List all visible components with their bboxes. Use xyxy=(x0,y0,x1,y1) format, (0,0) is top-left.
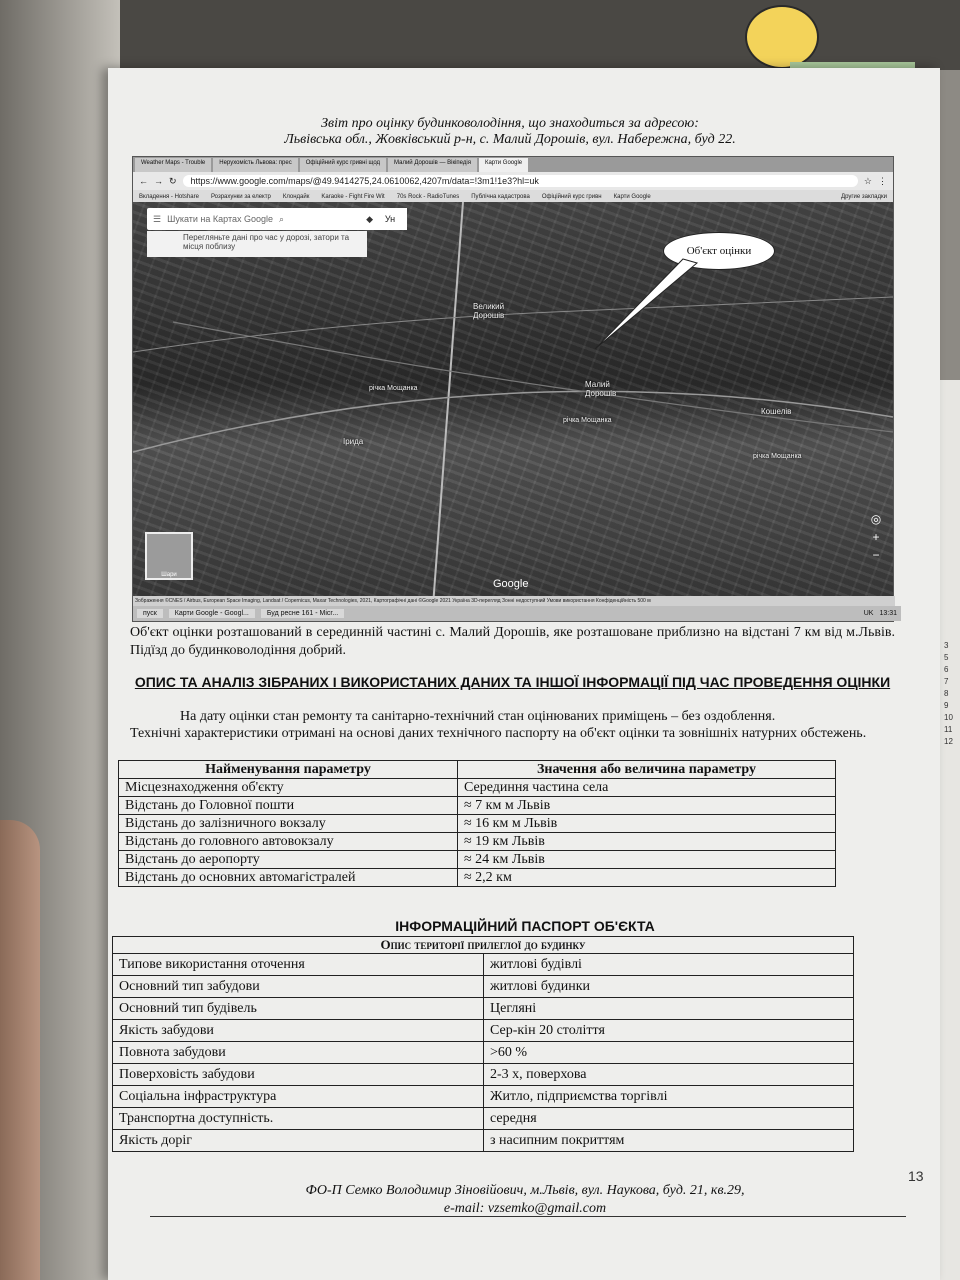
map-attribution: Зображення ©CNES / Airbus, European Space Imaging, Landsat / Copernicus, Maxar Technologies, 2021, Картографічні дані ©Google 2021 Україна 3D-перегляд Зонні недоступний Умови використання Конфіденційність 500 м xyxy=(133,596,895,606)
map-caption: Об'єкт оцінки розташований в серединній частині с. Малий Дорошів, яке розташоване приблизно на відстані 7 км від м.Львів. Підїзд до будинковолодіння добрий. xyxy=(130,625,895,658)
taskbar-item[interactable]: Буд ресне 161 - Micr... xyxy=(261,609,344,618)
side-number: 11 xyxy=(944,725,953,734)
param-value: Серединня частина села xyxy=(458,779,836,797)
map-search-box[interactable] xyxy=(147,208,379,230)
side-number: 7 xyxy=(944,677,949,686)
table-row xyxy=(113,976,854,998)
header-line-1: Звіт про оцінку будинковолодіння, що знаходиться за адресою: xyxy=(321,116,699,131)
map-search-input[interactable]: Шукати на Картах Google xyxy=(167,214,273,224)
menu-icon[interactable]: ⋮ xyxy=(878,175,887,186)
bookmark-item[interactable]: Офіційний курс гривн xyxy=(541,193,602,200)
browser-tab[interactable]: Weather Maps - Trouble xyxy=(135,158,211,172)
header-line-2: Львівська обл., Жовківський р-н, с. Малий Дорошів, вул. Набережна, буд 22. xyxy=(284,132,736,147)
hamburger-icon[interactable]: ☰ xyxy=(153,213,162,224)
taskbar-item[interactable]: Карти Google - Googl... xyxy=(169,609,255,618)
param-name: Відстань до основних автомагістралей xyxy=(119,869,458,887)
map-features xyxy=(133,202,893,606)
report-header xyxy=(150,116,870,148)
map-screenshot xyxy=(132,156,897,622)
browser-tabs xyxy=(133,157,893,172)
param-name: Відстань до аеропорту xyxy=(119,851,458,869)
map-road xyxy=(133,391,893,452)
table-row xyxy=(113,1064,854,1086)
param-name: Відстань до Головної пошти xyxy=(119,797,458,815)
map-label-kosheliv: Кошелів xyxy=(761,407,792,416)
section-paragraph xyxy=(130,708,895,742)
reload-icon[interactable]: ↻ xyxy=(169,175,177,186)
bookmark-item[interactable]: Публічна кадастрова xyxy=(471,193,530,200)
url-field[interactable]: https://www.google.com/maps/@49.9414275,24.0610062,4207m/data=!3m1!1e3?hl=uk xyxy=(183,175,858,187)
star-icon[interactable]: ☆ xyxy=(863,175,872,186)
page-number: 13 xyxy=(908,1168,924,1184)
param-name: Місцезнаходження об'єкту xyxy=(119,779,458,797)
section-heading: ОПИС ТА АНАЛІЗ ЗІБРАНИХ І ВИКОРИСТАНИХ ДАНИХ ТА ІНШОЇ ІНФОРМАЦІЇ ПІД ЧАС ПРОВЕДЕННЯ ОЦІНКИ xyxy=(134,674,891,690)
zoom-in-icon[interactable]: + xyxy=(872,530,880,544)
desk-background-top xyxy=(120,0,960,70)
map-label-river: річка Мощанка xyxy=(369,385,418,392)
table-row xyxy=(113,954,854,976)
bookmark-item[interactable]: Karaoke - Fight Fire Wit xyxy=(321,193,385,200)
column-header: Значення або величина параметру xyxy=(458,761,836,779)
map-label-river: річка Мощанка xyxy=(753,453,802,460)
param-name: Поверховість забудови xyxy=(113,1064,484,1086)
map-label-malyi-doroshiv: Малий Дорошів xyxy=(585,380,617,398)
browser-tab[interactable]: Офіційний курс гривні щод xyxy=(300,158,386,172)
table-row xyxy=(119,815,836,833)
adjacent-paper-numbers xyxy=(944,640,960,748)
table-row xyxy=(119,779,836,797)
param-value: 2-3 х, поверхова xyxy=(484,1064,854,1086)
browser-tab[interactable]: Малий Дорошів — Вікіпедія xyxy=(388,158,477,172)
bookmark-item[interactable]: Розрахунки за електр xyxy=(210,193,271,200)
param-value: Цегляні xyxy=(484,998,854,1020)
bookmark-item[interactable]: Клондайк xyxy=(282,193,310,200)
param-name: Основний тип забудови xyxy=(113,976,484,998)
satellite-map[interactable] xyxy=(133,202,893,606)
bookmark-item[interactable]: Другие закладки xyxy=(841,193,887,200)
table-row xyxy=(113,1042,854,1064)
param-name: Якість забудови xyxy=(113,1020,484,1042)
param-value: ≈ 16 км м Львів xyxy=(458,815,836,833)
location-icon[interactable]: ◎ xyxy=(870,512,882,526)
map-label-village: Ірида xyxy=(343,437,364,446)
bookmark-item[interactable]: Вкладення - Hotshare xyxy=(139,193,199,200)
location-parameters-table xyxy=(118,760,836,887)
callout-pointer xyxy=(593,257,713,357)
table-row xyxy=(113,1108,854,1130)
language-indicator[interactable]: UK xyxy=(863,610,874,617)
directions-icon[interactable]: ◆ xyxy=(366,213,373,224)
table-header-row xyxy=(119,761,836,779)
map-label-velykyi-doroshiv: Великий Дорошів xyxy=(473,302,505,320)
footer-author: ФО-П Семко Володимир Зіновійович, м.Львів, вул. Наукова, буд. 21, кв.29, xyxy=(305,1183,745,1198)
param-value: ≈ 2,2 км xyxy=(458,869,836,887)
cartoon-sticker xyxy=(745,5,819,69)
param-value: з насипним покриттям xyxy=(484,1130,854,1152)
map-label-river: річка Мощанка xyxy=(563,417,612,424)
search-icon[interactable]: ⌕ xyxy=(279,213,285,224)
column-header: Найменування параметру xyxy=(119,761,458,779)
zoom-controls xyxy=(867,512,885,572)
side-number: 6 xyxy=(944,665,949,674)
account-chip[interactable]: Ун xyxy=(373,208,407,230)
side-number: 12 xyxy=(944,737,953,746)
table-row xyxy=(119,797,836,815)
side-number: 5 xyxy=(944,653,949,662)
address-bar xyxy=(133,172,893,190)
bookmark-item[interactable]: 70s Rock - RadioTunes xyxy=(396,193,460,200)
side-number: 8 xyxy=(944,689,949,698)
back-icon[interactable]: ← xyxy=(139,176,148,186)
param-value: ≈ 24 км Львів xyxy=(458,851,836,869)
param-value: Житло, підприємства торгівлі xyxy=(484,1086,854,1108)
browser-tab-active[interactable]: Карти Google xyxy=(479,158,528,172)
holding-thumb xyxy=(0,820,40,1280)
param-value: житлові будинки xyxy=(484,976,854,998)
param-value: житлові будівлі xyxy=(484,954,854,976)
footer-rule xyxy=(150,1216,906,1217)
passport-title: ІНФОРМАЦІЙНИЙ ПАСПОРТ ОБ'ЄКТА xyxy=(395,918,655,934)
layers-button[interactable]: Шари xyxy=(145,532,193,580)
side-number: 3 xyxy=(944,641,949,650)
os-taskbar xyxy=(133,606,901,621)
param-value: Сер-кін 20 століття xyxy=(484,1020,854,1042)
table-subheader-row xyxy=(113,937,854,954)
table-row xyxy=(119,851,836,869)
table-row xyxy=(113,998,854,1020)
paragraph-technical-source: Технічні характеристики отримані на основі даних технічного паспорту на об'єкт оцінки та зовнішніх натурних обстежень. xyxy=(130,726,867,741)
param-name: Соціальна інфраструктура xyxy=(113,1086,484,1108)
table-row xyxy=(113,1020,854,1042)
bookmark-item[interactable]: Карти Google xyxy=(613,193,651,200)
map-road xyxy=(133,297,893,352)
report-footer xyxy=(130,1182,920,1218)
param-name: Транспортна доступність. xyxy=(113,1108,484,1130)
param-name: Повнота забудови xyxy=(113,1042,484,1064)
param-name: Відстань до головного автовокзалу xyxy=(119,833,458,851)
side-number: 10 xyxy=(944,713,953,722)
footer-email: e-mail: vzsemko@gmail.com xyxy=(443,1201,607,1216)
param-name: Типове використання оточення xyxy=(113,954,484,976)
zoom-out-icon[interactable]: − xyxy=(872,548,880,562)
taskbar-clock: 13:31 xyxy=(879,610,897,617)
travel-time-hint[interactable]: Перегляньте дані про час у дорозі, затори та місця поблизу xyxy=(147,231,367,257)
param-name: Основний тип будівель xyxy=(113,998,484,1020)
google-logo: Google xyxy=(493,578,529,590)
table-row xyxy=(113,1130,854,1152)
forward-icon[interactable]: → xyxy=(154,176,163,186)
table-subheader: Опис території прилеглої до будинку xyxy=(113,937,854,954)
object-callout: Об'єкт оцінки xyxy=(663,232,775,270)
browser-tab[interactable]: Нерухомість Львова: прес xyxy=(213,158,297,172)
param-name: Якість доріг xyxy=(113,1130,484,1152)
param-value: >60 % xyxy=(484,1042,854,1064)
paragraph-repair-state: На дату оцінки стан ремонту та санітарно-технічний стан оцінюваних приміщень – без оздоблення. xyxy=(180,709,776,724)
start-button[interactable]: пуск xyxy=(137,609,163,618)
param-value: ≈ 19 км Львів xyxy=(458,833,836,851)
table-row xyxy=(119,869,836,887)
param-name: Відстань до залізничного вокзалу xyxy=(119,815,458,833)
table-row xyxy=(119,833,836,851)
surroundings-table xyxy=(112,936,854,1152)
param-value: ≈ 7 км м Львів xyxy=(458,797,836,815)
side-number: 9 xyxy=(944,701,949,710)
param-value: середня xyxy=(484,1108,854,1130)
map-road xyxy=(433,202,463,606)
table-row xyxy=(113,1086,854,1108)
